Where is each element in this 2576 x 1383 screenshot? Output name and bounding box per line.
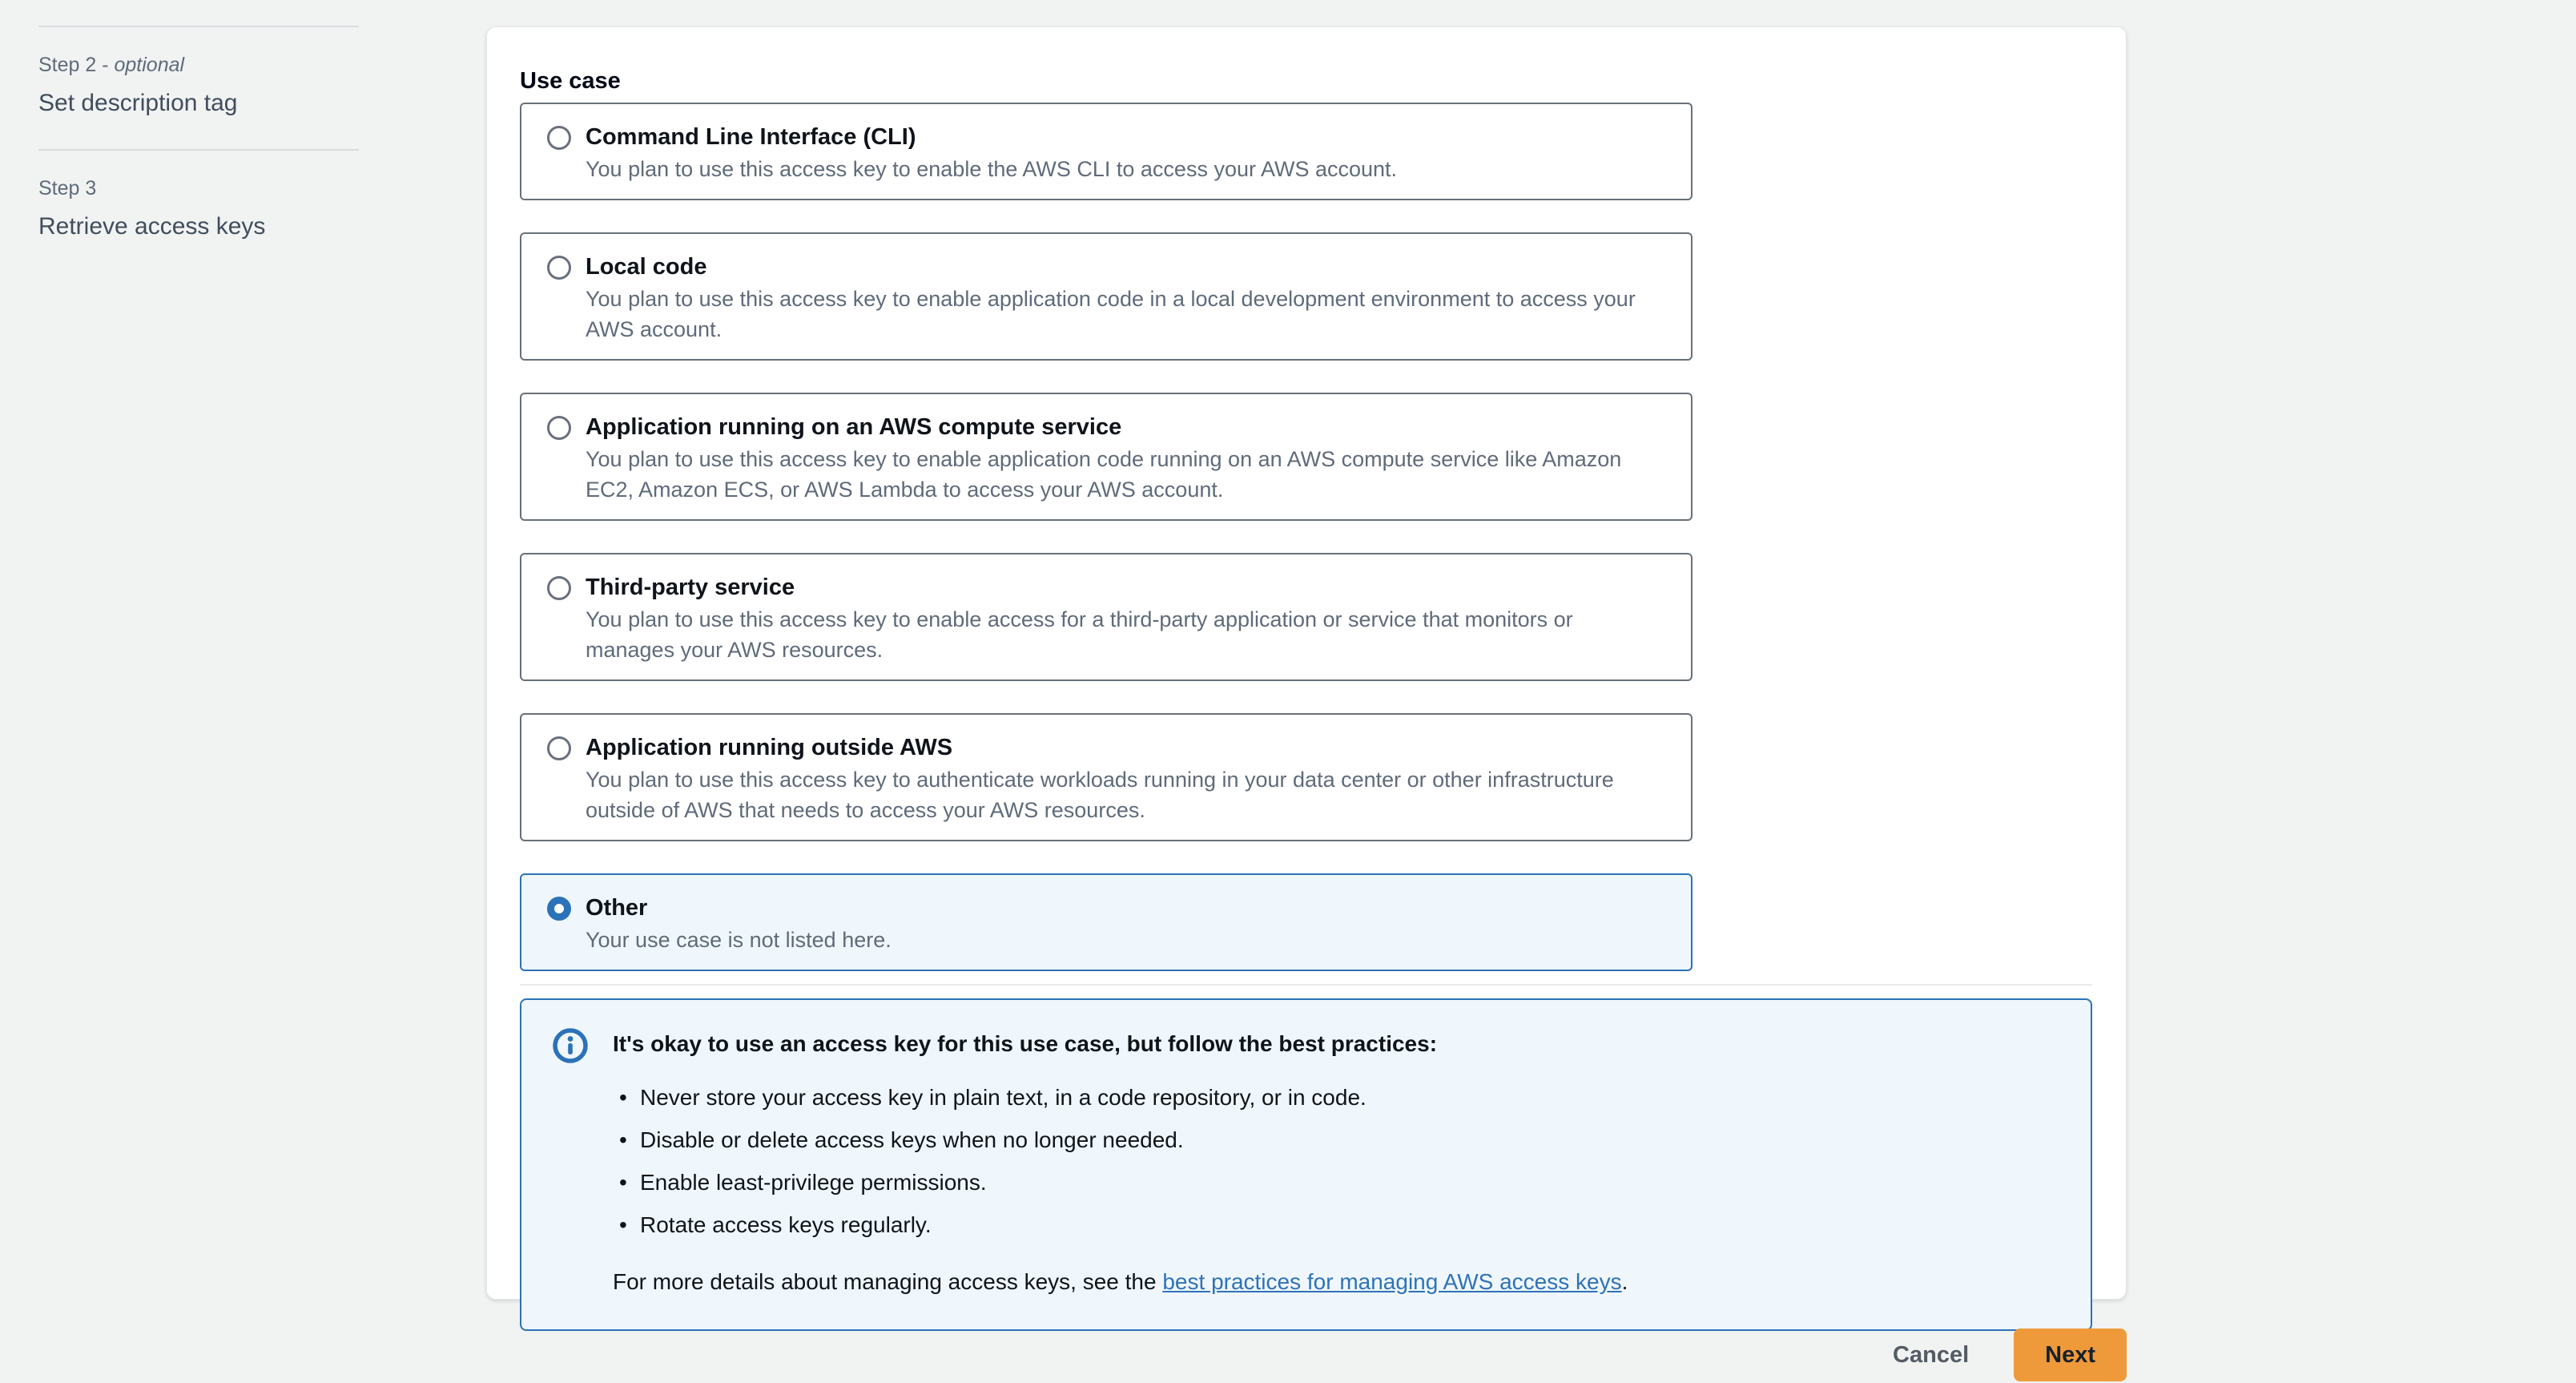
radio-icon[interactable] <box>547 126 571 150</box>
next-button[interactable]: Next <box>2014 1329 2127 1381</box>
alert-bullet: • Disable or delete access keys when no longer needed. <box>613 1124 1628 1156</box>
option-title: Application running outside AWS <box>586 735 953 760</box>
use-case-radio-group <box>520 103 1693 971</box>
option-description: You plan to use this access key to enable the AWS CLI to access your AWS account. <box>586 157 1398 181</box>
option-description: You plan to use this access key to enable application code in a local development environment to access your AWS account. <box>586 287 1636 341</box>
info-icon <box>552 1027 589 1064</box>
option-title: Application running on an AWS compute service <box>586 414 1122 440</box>
use-case-option-outside-aws[interactable] <box>520 713 1693 841</box>
alert-bullet: • Rotate access keys regularly. <box>613 1209 1628 1241</box>
use-case-option-cli[interactable] <box>520 103 1693 200</box>
radio-selected-icon[interactable] <box>547 897 571 921</box>
info-alert <box>520 998 2092 1331</box>
option-title: Other <box>586 895 648 921</box>
wizard-actions <box>1893 1329 2127 1381</box>
divider <box>38 26 359 27</box>
option-description: You plan to use this access key to enable access for a third-party application or service that monitors or manages your AWS resources. <box>586 607 1573 662</box>
best-practices-link[interactable]: best practices for managing AWS access keys <box>1162 1269 1622 1294</box>
use-case-label: Use case <box>520 68 621 94</box>
use-case-option-aws-compute[interactable] <box>520 393 1693 521</box>
alert-body <box>613 1026 1628 1299</box>
alert-bullet-list <box>613 1082 1628 1241</box>
wizard-step-2 <box>38 53 359 119</box>
alert-title: It's okay to use an access key for this use case, but follow the best practices: <box>613 1031 1438 1056</box>
radio-icon[interactable] <box>547 256 571 280</box>
step-2-label: Step 2 - optional <box>38 54 185 76</box>
use-case-option-local-code[interactable] <box>520 232 1693 361</box>
use-case-option-third-party[interactable] <box>520 553 1693 681</box>
wizard-step-3 <box>38 176 359 242</box>
option-description: You plan to use this access key to authenticate workloads running in your data center or other infrastructure outside of AWS that needs to access your AWS resources. <box>586 768 1614 822</box>
cancel-button[interactable]: Cancel <box>1893 1341 1970 1368</box>
alert-bullet: • Never store your access key in plain text, in a code repository, or in code. <box>613 1082 1628 1114</box>
radio-icon[interactable] <box>547 416 571 440</box>
step-3-link[interactable]: Retrieve access keys <box>38 213 266 240</box>
use-case-option-other[interactable] <box>520 873 1693 971</box>
use-case-panel <box>486 26 2127 1300</box>
radio-icon[interactable] <box>547 736 571 760</box>
step-2-link[interactable]: Set description tag <box>38 90 238 116</box>
radio-icon[interactable] <box>547 576 571 600</box>
option-title: Command Line Interface (CLI) <box>586 124 916 150</box>
divider <box>520 984 2092 986</box>
alert-bullet: • Enable least-privilege permissions. <box>613 1167 1628 1199</box>
wizard-steps-nav <box>38 0 359 242</box>
option-description: You plan to use this access key to enable application code running on an AWS compute service like Amazon EC2, Amazon ECS, or AWS Lambda to access your AWS account. <box>586 447 1622 502</box>
option-title: Third-party service <box>586 575 795 600</box>
option-description: Your use case is not listed here. <box>586 928 892 952</box>
step-3-label: Step 3 <box>38 177 97 200</box>
option-title: Local code <box>586 254 707 280</box>
alert-footer: For more details about managing access keys, see the best practices for managing AWS access keys. <box>613 1269 1628 1294</box>
divider <box>38 149 359 151</box>
